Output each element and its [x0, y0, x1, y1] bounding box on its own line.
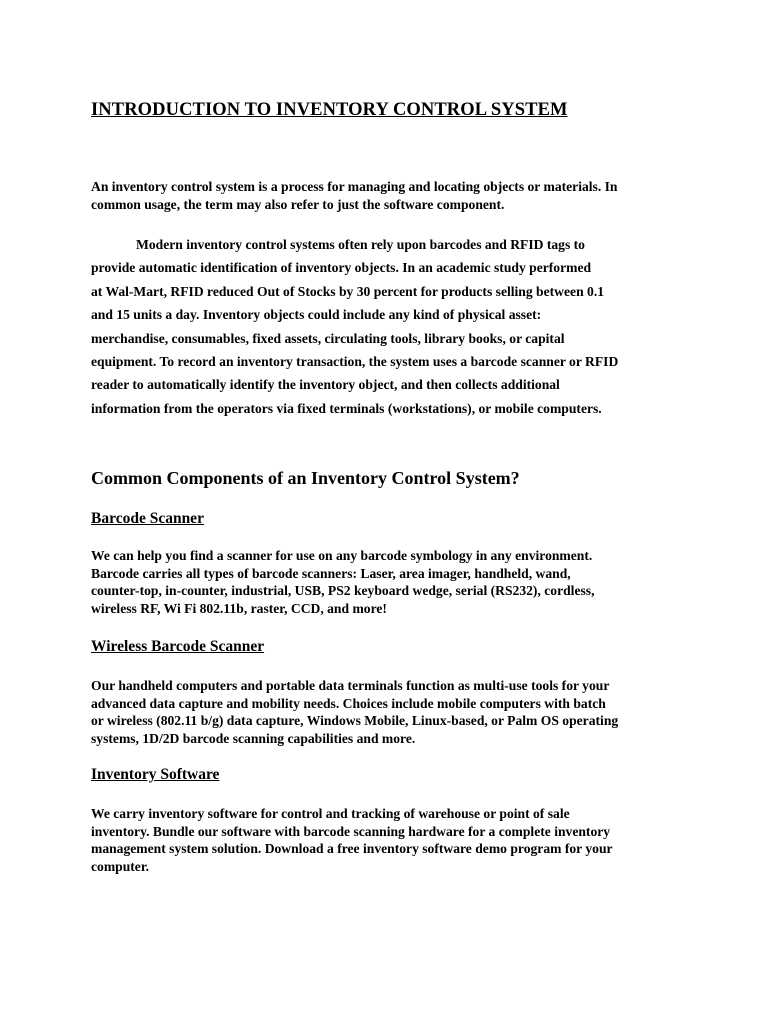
modern-line: merchandise, consumables, fixed assets, circulating tools, library books, or capital [91, 330, 565, 346]
intro-line: An inventory control system is a process for managing and locating objects or materials. In [91, 179, 618, 194]
modern-line: and 15 units a day. Inventory objects could include any kind of physical asset: [91, 307, 542, 323]
section-line: counter-top, in-counter, industrial, USB, PS2 keyboard wedge, serial (RS232), cordless, [91, 583, 595, 599]
section-line: inventory. Bundle our software with barcode scanning hardware for a complete inventory [91, 823, 611, 839]
page-title: INTRODUCTION TO INVENTORY CONTROL SYSTEM [91, 100, 568, 120]
section-line: wireless RF, Wi Fi 802.11b, raster, CCD, and more! [91, 600, 387, 616]
inventory-software-heading: Inventory Software [91, 766, 220, 783]
section-line: advanced data capture and mobility needs. Choices include mobile computers with batch [91, 695, 606, 711]
intro-line: common usage, the term may also refer to just the software component. [91, 196, 505, 212]
section-line: Barcode carries all types of barcode scanners: Laser, area imager, handheld, wand, [91, 565, 571, 581]
inventory-software-paragraph [91, 805, 613, 875]
barcode-scanner-heading: Barcode Scanner [91, 510, 204, 527]
modern-line: Modern inventory control systems often rely upon barcodes and RFID tags to [136, 237, 585, 252]
intro-paragraph [91, 178, 618, 213]
section-line: We carry inventory software for control and tracking of warehouse or point of sale [91, 806, 570, 821]
section-line: We can help you find a scanner for use on any barcode symbology in any environment. [91, 548, 593, 563]
section-line: or wireless (802.11 b/g) data capture, Windows Mobile, Linux-based, or Palm OS operating [91, 713, 619, 729]
modern-line: at Wal-Mart, RFID reduced Out of Stocks by 30 percent for products selling between 0.1 [91, 283, 605, 299]
modern-line: information from the operators via fixed terminals (workstations), or mobile computers. [91, 400, 602, 416]
modern-line: reader to automatically identify the inventory object, and then collects additional [91, 377, 560, 393]
section-line: management system solution. Download a free inventory software demo program for your [91, 841, 613, 857]
section-line: computer. [91, 858, 150, 874]
section-line: Our handheld computers and portable data terminals function as multi-use tools for your [91, 678, 610, 693]
wireless-barcode-scanner-heading: Wireless Barcode Scanner [91, 638, 265, 655]
modern-line: equipment. To record an inventory transaction, the system uses a barcode scanner or RFID [91, 353, 619, 369]
modern-line: provide automatic identification of inventory objects. In an academic study performed [91, 260, 592, 276]
modern-systems-paragraph [91, 233, 618, 420]
components-heading: Common Components of an Inventory Control System? [91, 468, 520, 488]
barcode-scanner-paragraph [91, 547, 594, 617]
section-line: systems, 1D/2D barcode scanning capabilities and more. [91, 730, 416, 746]
wireless-barcode-scanner-paragraph [91, 677, 618, 747]
